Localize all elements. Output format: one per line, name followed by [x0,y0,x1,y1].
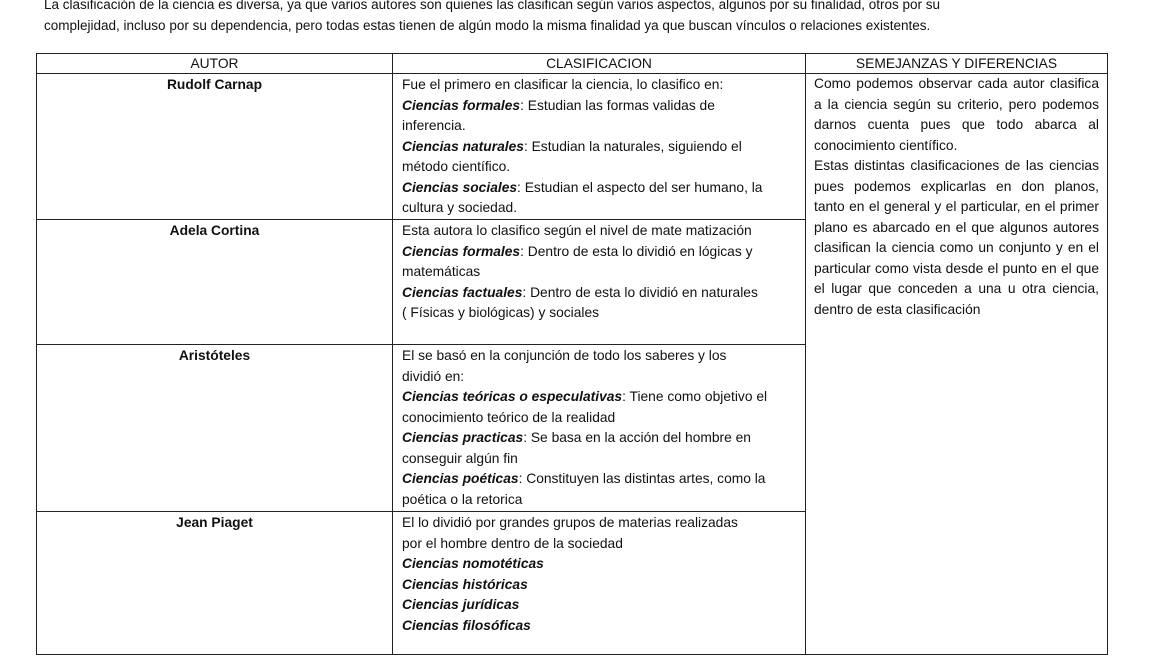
line-text: por el hombre dentro de la sociedad [402,535,623,551]
classification-line [402,575,796,596]
science-term: Ciencias teóricas o especulativas [402,389,623,404]
classification-line [402,137,796,158]
line-text: inferencia. [402,118,466,133]
classification-line [402,116,796,137]
science-term: Ciencias practicas [402,430,524,445]
line-text: El lo dividió por grandes grupos de materias realizadas [402,515,738,530]
classification-line [402,75,796,96]
author-cell: Aristóteles [37,345,393,512]
intro-line-1: La clasificación de la ciencia es diversa, ya que varios autores son quienes las clasifican según varios aspectos, algunos por su finalidad, otros por su [44,0,941,12]
line-text: : Dentro de esta lo dividió en naturales [522,284,758,300]
classification-cell [393,220,806,345]
line-text: ( Físicas y biológicas) y sociales [402,305,600,320]
classification-line [402,490,796,511]
classification-line [402,408,796,429]
classification-line [402,449,796,470]
table-header-row [37,54,1108,74]
classification-line [402,469,796,490]
classification-cell [393,345,806,512]
author-cell: Adela Cortina [37,220,393,345]
science-term: Ciencias nomotéticas [402,556,544,571]
classification-line [402,554,796,575]
classification-line [402,303,796,324]
classification-line [402,534,796,555]
similarities-cell [806,74,1108,655]
line-text: : Constituyen las distintas artes, como la [518,471,766,486]
line-text: poética o la retorica [402,491,523,507]
science-term: Ciencias factuales [402,284,523,300]
line-text: : Dentro de esta lo dividió en lógicas y [520,243,753,259]
classification-line [402,242,796,263]
line-text: : Se basa en la acción del hombre en [523,430,751,445]
classification-line [402,262,796,283]
classification-line [402,157,796,178]
classification-line [402,513,796,534]
classification-line [402,96,796,117]
science-term: Ciencias sociales [402,179,518,195]
classification-line [402,428,796,449]
science-term: Ciencias históricas [402,576,528,592]
header-autor: AUTOR [37,54,393,74]
line-text: Fue el primero en clasificar la ciencia, lo clasifico en: [402,77,724,92]
science-term: Ciencias formales [402,243,521,259]
line-text: método científico. [402,159,511,174]
classification-line [402,387,796,408]
science-term: Ciencias filosóficas [402,617,531,633]
science-term: Ciencias naturales [402,138,524,154]
author-cell: Rudolf Carnap [37,74,393,220]
classification-line [402,198,796,219]
intro-paragraph [44,0,1144,36]
classification-line [402,283,796,304]
author-cell: Jean Piaget [37,512,393,655]
classification-line [402,595,796,616]
line-text: Esta autora lo clasifico según el nivel de mate matización [402,223,752,238]
line-text: : Tiene como objetivo el [622,389,768,404]
classification-cell [393,74,806,220]
line-text: cultura y sociedad. [402,200,518,215]
line-text: conseguir algún fin [402,450,518,466]
line-text: conocimiento teórico de la realidad [402,409,616,425]
line-text: : Estudian la naturales, siguiendo el [523,138,742,154]
classification-line [402,221,796,242]
header-semejanzas: SEMEJANZAS Y DIFERENCIAS [806,54,1108,74]
classification-line [402,367,796,388]
line-text: dividió en: [402,368,465,384]
science-term: Ciencias formales [402,97,521,113]
line-text: El se basó en la conjunción de todo los saberes y los [402,348,727,363]
similarities-paragraph-2: Estas distintas clasificaciones de las ciencias pues podemos explicarlas en don planos, tanto en el general y el particular, en el primer plano es abarcado en el que algunos autores clasifican la ciencia como un conjunto y en el particular como vista desde el punto en el que el lugar que conceden a una u otra ciencia, dentro de esta clasificación [814,158,1099,317]
science-term: Ciencias jurídicas [402,597,520,612]
line-text: : Estudian el aspecto del ser humano, la [517,179,763,195]
science-term: Ciencias poéticas [402,471,519,486]
classification-line [402,346,796,367]
similarities-paragraph-1: Como podemos observar cada autor clasifica a la ciencia según su criterio, pero podemos darnos cuenta pues que todo abarca al conocimiento científico. [814,76,1099,153]
classification-cell [393,512,806,655]
classification-line [402,616,796,637]
line-text: matemáticas [402,264,481,279]
line-text: : Estudian las formas validas de [520,97,715,113]
header-clasificacion: CLASIFICACION [393,54,806,74]
classification-line [402,178,796,199]
table-row [37,74,1108,220]
classification-table [36,53,1108,655]
intro-line-2: complejidad, incluso por su dependencia, pero todas estas tienen de algún modo la misma finalidad ya que buscan vínculos o relaciones existentes. [44,18,931,33]
